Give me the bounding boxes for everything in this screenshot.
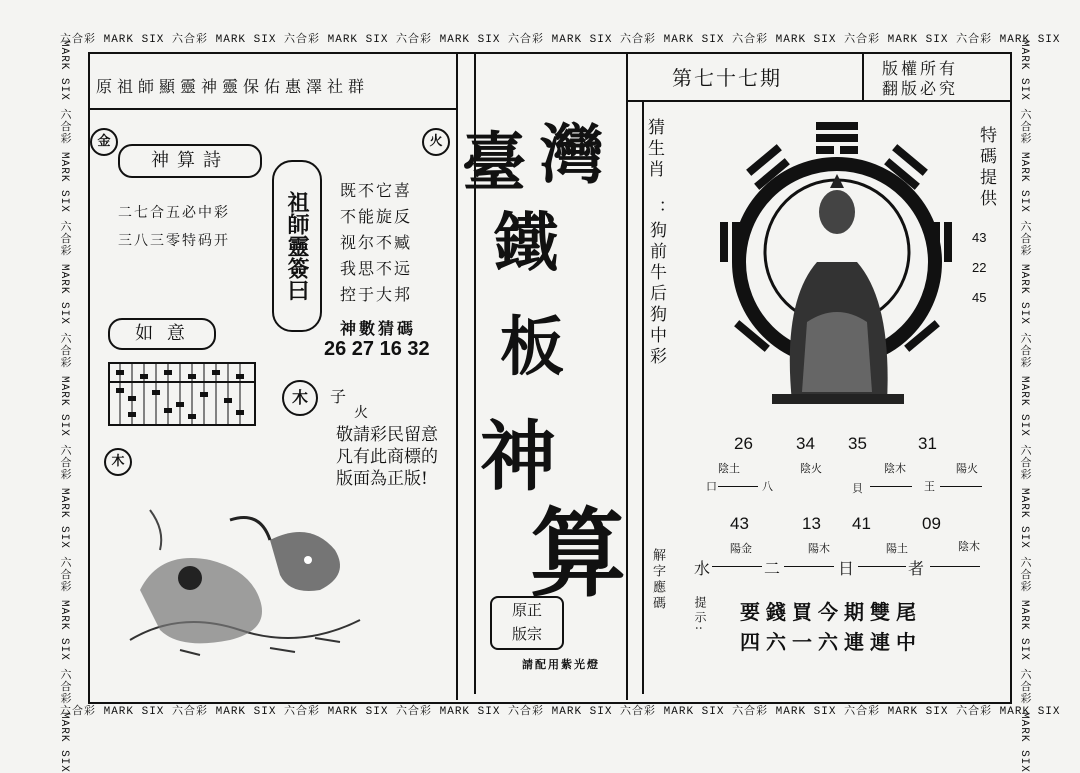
poem-title: 神算詩	[118, 144, 262, 178]
poem-line-1: 二七合五必中彩	[118, 205, 230, 221]
poem-line-2: 三八三零特码开	[118, 233, 230, 249]
hint-label: 提示:	[693, 596, 707, 634]
zi-char: 子	[330, 387, 347, 406]
watermark-right: MARK SIX 六合彩 MARK SIX 六合彩 MARK SIX 六合彩 MARK SIX 六合彩 MARK SIX 六合彩 MARK SIX 六合彩 MARK SIX	[1018, 40, 1030, 773]
copyright-line-2: 翻版必究	[882, 79, 959, 98]
gold-badge: 金	[90, 128, 118, 156]
title-char-shen: 神	[480, 412, 556, 501]
special-number: 45	[972, 290, 987, 305]
row2-number: 13	[802, 514, 821, 533]
row2-char: 水	[694, 559, 711, 578]
row1-char: 口	[706, 480, 717, 493]
row2-tag: 陽木	[808, 542, 830, 555]
right-header-rule	[626, 100, 1010, 102]
notice-line: 凡有此商標的	[336, 447, 438, 467]
divider-center-right	[642, 100, 644, 694]
oracle-verse: 我思不远	[340, 259, 413, 278]
hint-line-1: 要錢買今期雙尾	[740, 600, 922, 624]
row2-char: 者	[908, 559, 925, 578]
cat-illustration	[120, 490, 370, 660]
title-char-wan: 灣	[540, 118, 604, 193]
divider-right	[626, 54, 628, 700]
row2-number: 43	[730, 514, 749, 533]
abacus-icon	[108, 362, 256, 426]
row1-number: 26	[734, 434, 753, 453]
row2-tag: 陽金	[730, 542, 752, 555]
row2-number: 09	[922, 514, 941, 533]
left-header-rule	[88, 108, 458, 110]
issue-divider	[862, 54, 864, 100]
row2-char: 二	[764, 559, 781, 578]
row2-number: 41	[852, 514, 871, 533]
notice-line: 敬請彩民留意	[336, 425, 438, 445]
row2-tag: 陽土	[886, 542, 908, 555]
oracle-verse: 控于大邦	[340, 285, 413, 304]
row1-blank	[870, 486, 912, 487]
hint-line-2: 四六一六連連中	[740, 630, 922, 654]
row1-tag: 陰木	[884, 462, 906, 475]
row1-number: 31	[918, 434, 937, 453]
row1-number: 35	[848, 434, 867, 453]
notice-line: 版面為正版!	[336, 469, 428, 489]
oracle-label: 祖師靈簽曰	[272, 160, 322, 332]
row1-tag: 陰土	[718, 462, 740, 475]
watermark-left: MARK SIX 六合彩 MARK SIX 六合彩 MARK SIX 六合彩 MARK SIX 六合彩 MARK SIX 六合彩 MARK SIX 六合彩 MARK SIX	[58, 40, 70, 773]
stamp-line: 原正	[511, 601, 542, 619]
issue-number: 第七十七期	[672, 66, 782, 90]
ruyi-label: 如 意	[108, 318, 216, 350]
fire-badge: 火	[422, 128, 450, 156]
row2-blank	[858, 566, 906, 567]
guess-numbers: 26 27 16 32	[324, 338, 430, 360]
special-number: 22	[972, 260, 987, 275]
zodiac-label: 猜生肖	[644, 118, 664, 181]
guess-label: 神數猜碼	[340, 319, 417, 338]
watermark-bottom: 六合彩 MARK SIX 六合彩 MARK SIX 六合彩 MARK SIX 六合彩 MARK SIX 六合彩 MARK SIX 六合彩 MARK SIX 六合彩 MARK SIX 六合彩 MARK SIX 六合彩 MARK SIX	[60, 706, 1061, 718]
row1-char: 貝	[852, 482, 863, 495]
divider-left	[456, 54, 458, 700]
zodiac-text: ：狗前牛后狗中彩	[646, 200, 666, 368]
wood-badge-2: 木	[104, 448, 132, 476]
title-char-tie: 鐵	[494, 206, 558, 281]
row2-char: 日	[838, 559, 855, 578]
oracle-verse: 不能旋反	[340, 207, 413, 226]
stamp-line: 版宗	[511, 625, 542, 643]
title-char-suan: 算	[530, 497, 626, 610]
row2-blank	[930, 566, 980, 567]
oracle-verse: 既不它喜	[340, 181, 413, 200]
authentic-notice	[336, 424, 438, 490]
blessing-header: 原祖師顯靈神靈保佑惠澤社群	[96, 77, 370, 96]
row1-tag: 陰火	[800, 462, 822, 475]
special-label: 特碼提供	[976, 126, 996, 210]
bagua-deity-image	[712, 112, 962, 422]
row1-tag: 陽火	[956, 462, 978, 475]
huo-char: 火	[354, 405, 368, 421]
special-number: 43	[972, 230, 987, 245]
row1-char: 八	[762, 480, 773, 493]
riddle-label: 解字應碼	[650, 548, 665, 612]
row1-number: 34	[796, 434, 815, 453]
authentic-stamp	[490, 596, 564, 650]
row2-tag: 陰木	[958, 540, 980, 553]
wood-badge: 木	[282, 380, 318, 416]
watermark-top: 六合彩 MARK SIX 六合彩 MARK SIX 六合彩 MARK SIX 六合彩 MARK SIX 六合彩 MARK SIX 六合彩 MARK SIX 六合彩 MARK SIX 六合彩 MARK SIX 六合彩 MARK SIX	[60, 34, 1061, 46]
title-char-ban: 板	[500, 310, 564, 385]
uv-light-note: 請配用紫光燈	[522, 658, 600, 671]
title-char-tai: 臺	[462, 126, 526, 201]
row2-blank	[784, 566, 834, 567]
row1-blank	[940, 486, 982, 487]
row2-blank	[712, 566, 762, 567]
row1-blank	[718, 486, 758, 487]
oracle-verses	[340, 178, 412, 308]
oracle-verse: 视尔不臧	[340, 233, 413, 252]
row1-char: 王	[924, 480, 935, 493]
copyright-line-1: 版權所有	[882, 59, 959, 78]
